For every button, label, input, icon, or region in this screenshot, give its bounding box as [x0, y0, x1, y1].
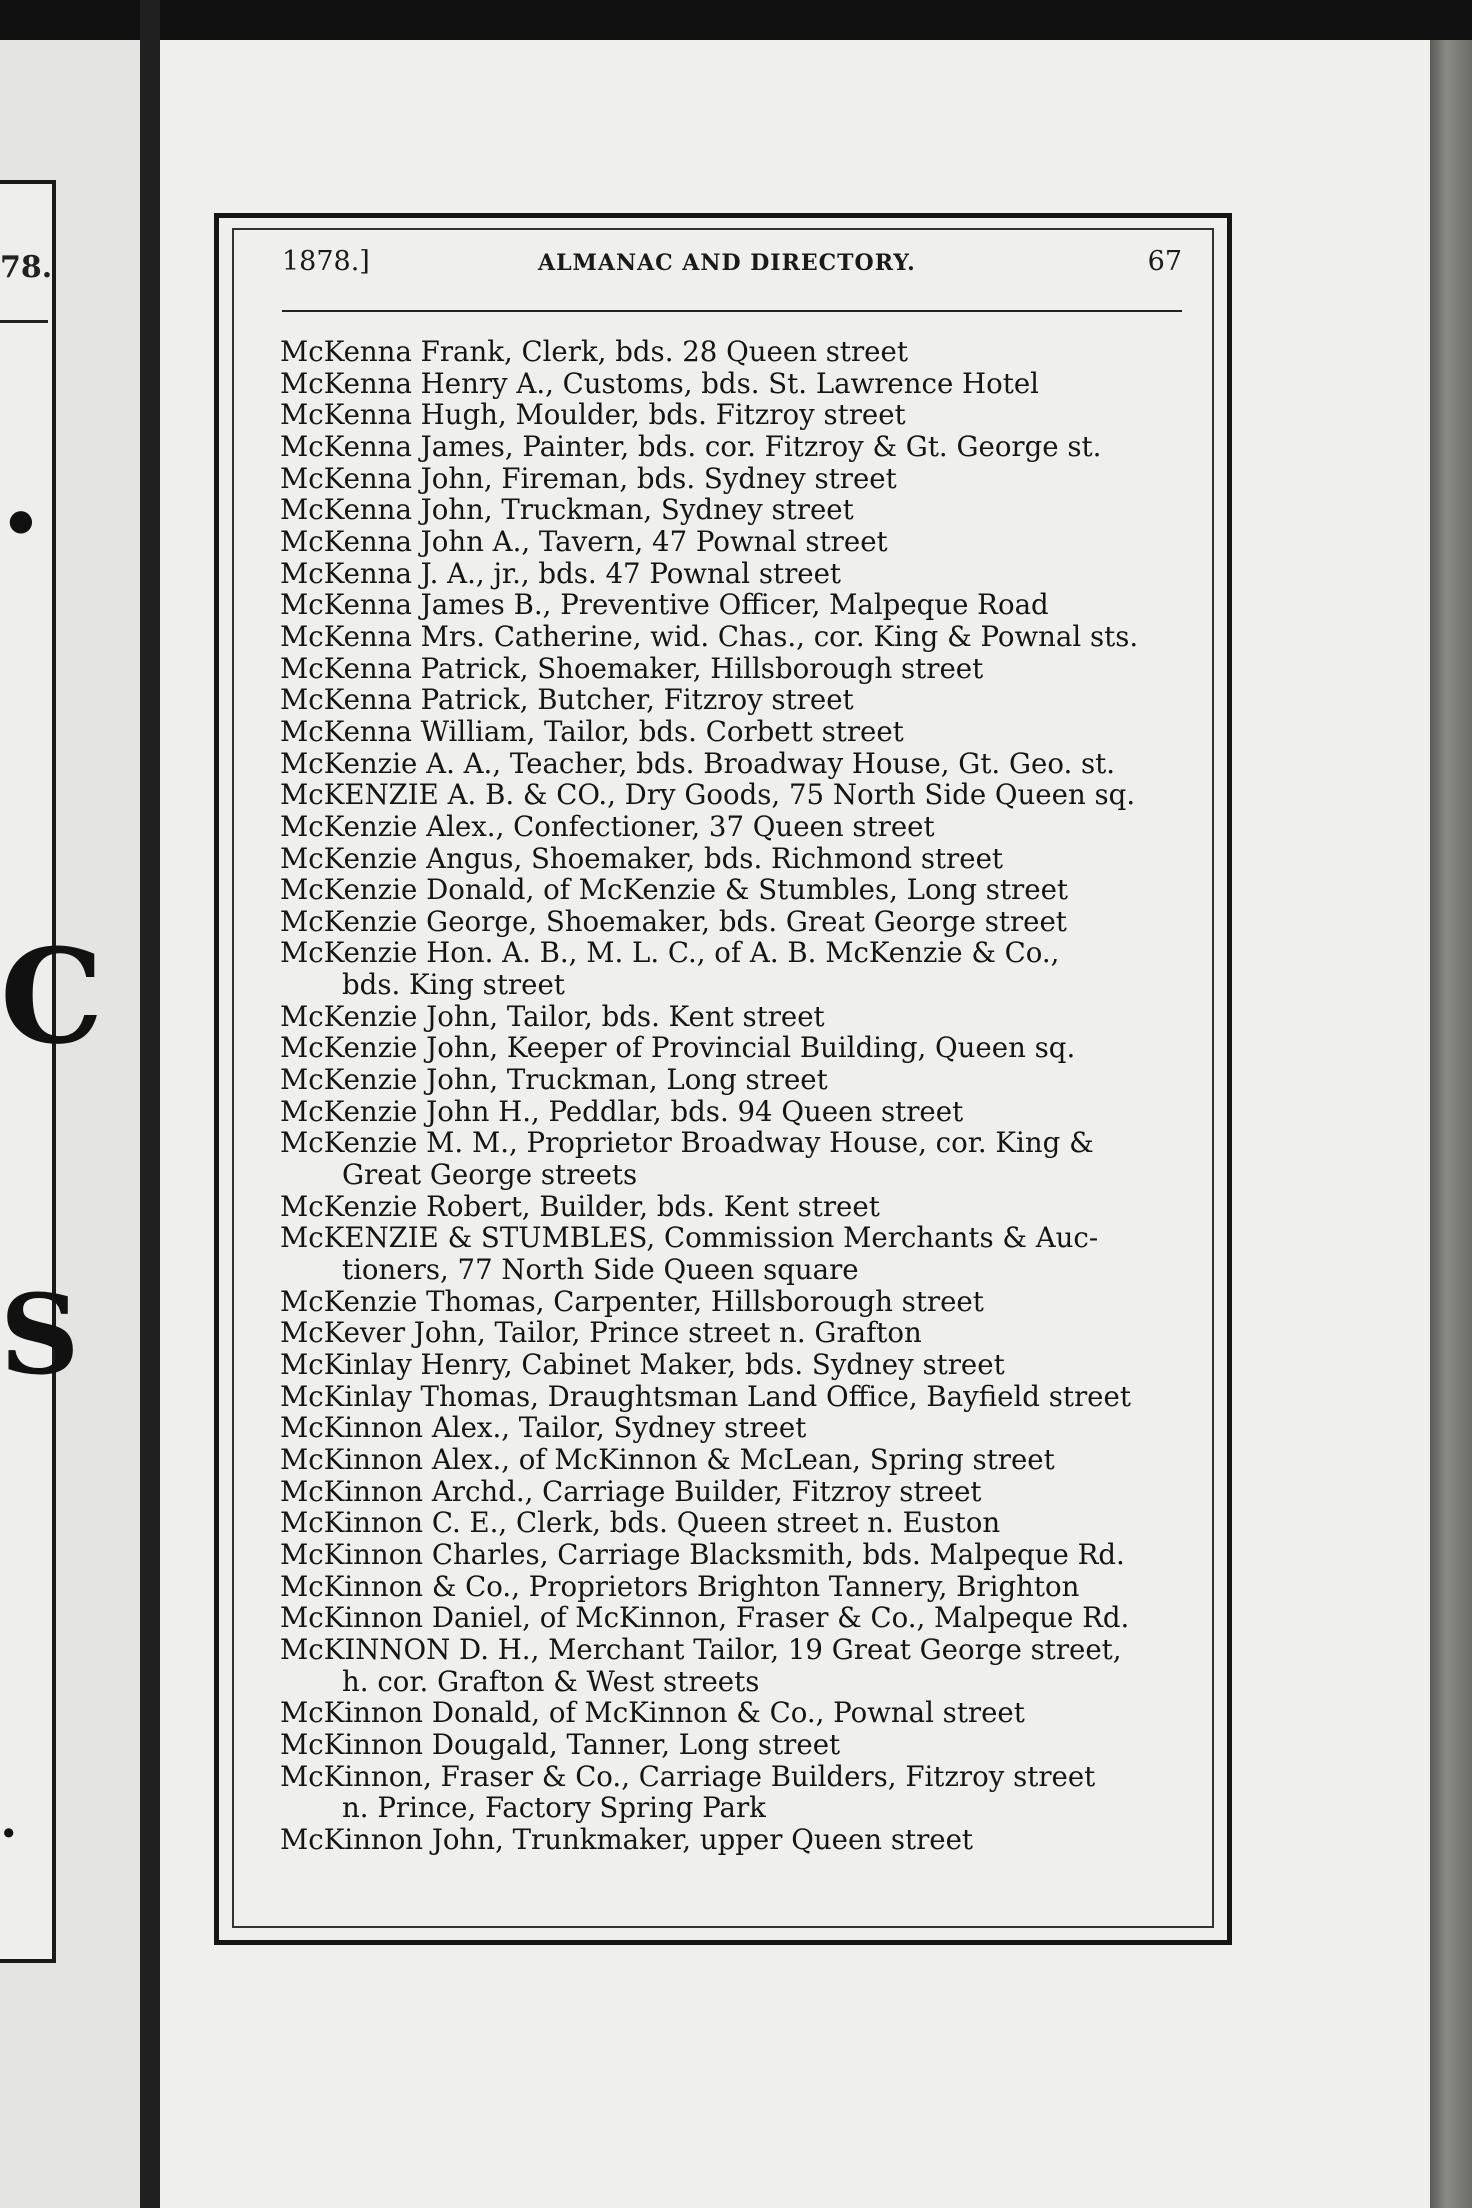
directory-entry: McKever John, Tailor, Prince street n. Grafton [280, 1316, 922, 1350]
page-edge [1430, 40, 1472, 2208]
left-page-glyph: S [0, 1270, 80, 1399]
header-year: 1878.] [282, 246, 370, 277]
directory-entry: McKenzie John, Truckman, Long street [280, 1063, 828, 1097]
directory-entry-continuation: h. cor. Grafton & West streets [342, 1664, 760, 1698]
directory-entry: McKenna Patrick, Shoemaker, Hillsborough street [280, 651, 984, 685]
directory-entry: McKenzie John, Keeper of Provincial Building, Queen sq. [280, 1031, 1076, 1065]
directory-entry-continuation: bds. King street [342, 968, 565, 1002]
directory-entry: McKenzie A. A., Teacher, bds. Broadway House, Gt. Geo. st. [280, 746, 1116, 780]
directory-entry: McKenna John, Fireman, bds. Sydney street [280, 461, 897, 495]
left-page-glyph: . [0, 1790, 18, 1849]
directory-entry: McKinnon Daniel, of McKinnon, Fraser & Co., Malpeque Rd. [280, 1601, 1130, 1635]
directory-entry: McKenna William, Tailor, bds. Corbett street [280, 714, 904, 748]
directory-entry: McKenzie John, Tailor, bds. Kent street [280, 999, 825, 1033]
directory-entry: McKinnon Charles, Carriage Blacksmith, bds. Malpeque Rd. [280, 1537, 1125, 1571]
directory-entry: McKinlay Thomas, Draughtsman Land Office, Bayfield street [280, 1379, 1131, 1413]
left-page-rule [0, 320, 48, 323]
left-page-year: 78. [0, 250, 53, 285]
left-page-glyph: . [0, 420, 42, 561]
directory-entry: McKenzie Angus, Shoemaker, bds. Richmond street [280, 841, 1004, 875]
directory-entry: McKenzie Donald, of McKenzie & Stumbles, Long street [280, 873, 1068, 907]
directory-entry: McKenna Frank, Clerk, bds. 28 Queen street [280, 335, 908, 368]
directory-entry: McKinnon, Fraser & Co., Carriage Builders, Fitzroy street [280, 1759, 1096, 1793]
directory-entry-continuation: n. Prince, Factory Spring Park [342, 1791, 766, 1825]
directory-entry: McKinnon Archd., Carriage Builder, Fitzroy street [280, 1474, 982, 1508]
directory-entry: McKenna Hugh, Moulder, bds. Fitzroy street [280, 398, 906, 432]
directory-entry: McKinnon & Co., Proprietors Brighton Tannery, Brighton [280, 1569, 1080, 1603]
book-gutter [140, 0, 160, 2208]
directory-entry: McKinlay Henry, Cabinet Maker, bds. Sydney street [280, 1348, 1005, 1381]
directory-entry: McKenzie M. M., Proprietor Broadway House, cor. King & [280, 1126, 1094, 1160]
directory-entry: McKenna Patrick, Butcher, Fitzroy street [280, 683, 854, 717]
directory-entry: McKenna Henry A., Customs, bds. St. Lawrence Hotel [280, 366, 1039, 400]
directory-entry: McKenna John A., Tavern, 47 Pownal street [280, 524, 888, 558]
directory-entry: McKENZIE A. B. & CO., Dry Goods, 75 North Side Queen sq. [280, 778, 1136, 812]
page-number: 67 [1147, 246, 1182, 277]
directory-entry-continuation: tioners, 77 North Side Queen square [342, 1253, 859, 1287]
directory-entry: McKenzie John H., Peddlar, bds. 94 Queen street [280, 1094, 964, 1128]
directory-entry: McKinnon C. E., Clerk, bds. Queen street n. Euston [280, 1506, 1001, 1540]
directory-entry: McKenzie Alex., Confectioner, 37 Queen street [280, 809, 935, 843]
directory-entry: McKinnon Alex., Tailor, Sydney street [280, 1411, 807, 1445]
directory-entry: McKinnon John, Trunkmaker, upper Queen street [280, 1822, 974, 1856]
directory-entry: McKenzie Thomas, Carpenter, Hillsborough street [280, 1284, 984, 1318]
left-page-glyph: C [0, 920, 104, 1073]
directory-entry: McKINNON D. H., Merchant Tailor, 19 Great George street, [280, 1632, 1122, 1666]
directory-entry: McKenna John, Truckman, Sydney street [280, 493, 854, 527]
directory-entry: McKenna James, Painter, bds. cor. Fitzroy & Gt. George st. [280, 429, 1102, 463]
directory-entry: McKenzie George, Shoemaker, bds. Great George street [280, 904, 1067, 938]
directory-entry: McKinnon Alex., of McKinnon & McLean, Spring street [280, 1442, 1055, 1476]
directory-entry: McKenzie Hon. A. B., M. L. C., of A. B. McKenzie & Co., [280, 936, 1060, 970]
directory-entry: McKenna James B., Preventive Officer, Malpeque Road [280, 588, 1049, 622]
directory-entry: McKENZIE & STUMBLES, Commission Merchants & Auc- [280, 1221, 1099, 1255]
running-head [282, 246, 1182, 296]
directory-entry: McKinnon Dougald, Tanner, Long street [280, 1727, 841, 1761]
directory-entry: McKenzie Robert, Builder, bds. Kent street [280, 1189, 880, 1223]
header-title: ALMANAC AND DIRECTORY. [538, 250, 916, 276]
header-rule [282, 310, 1182, 312]
directory-entries [280, 336, 1200, 1856]
directory-entry: McKinnon Donald, of McKinnon & Co., Pownal street [280, 1696, 1025, 1730]
directory-entry-continuation: Great George streets [342, 1158, 638, 1192]
directory-entry: McKenna J. A., jr., bds. 47 Pownal street [280, 556, 842, 590]
directory-entry: McKenna Mrs. Catherine, wid. Chas., cor. King & Pownal sts. [280, 619, 1139, 653]
